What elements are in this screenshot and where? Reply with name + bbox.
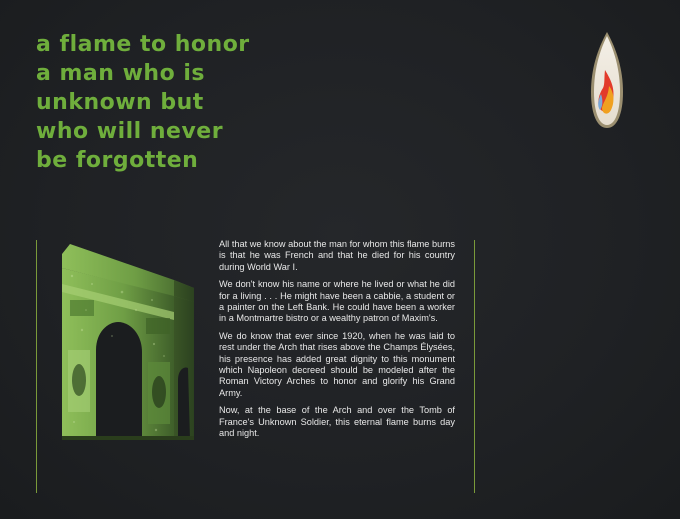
body-paragraph: All that we know about the man for whom this flame burns is that he was French and that he died for his country during World War I. [219,239,455,272]
arc-de-triomphe-illustration [52,240,202,470]
headline-line: a man who is [36,61,205,86]
body-paragraph: We don't know his name or where he lived or what he did for a living . . . He might have been a cabbie, a student or a painter on the Left Bank. He could have been a worker in a Montmartre bistro or a wealthy patron of Maxim's. [219,279,455,324]
right-divider [474,240,475,493]
headline-line: a flame to honor [36,32,250,57]
flame-window-icon [587,30,627,130]
body-paragraph: Now, at the base of the Arch and over the Tomb of France's Unknown Soldier, this eternal flame burns day and night. [219,405,455,439]
body-paragraph: We do know that ever since 1920, when he was laid to rest under the Arch that rises above the Champs Élysées, his presence has added great dignity to this monument which Napoleon decreed should be modeled after the Roman Victory Arches to honor and glorify his Grand Army. [219,330,455,398]
headline-line: unknown but [36,90,204,115]
body-text [219,239,455,446]
headline [36,30,356,175]
left-divider [36,240,37,493]
headline-line: be forgotten [36,148,199,173]
headline-line: who will never [36,119,224,144]
